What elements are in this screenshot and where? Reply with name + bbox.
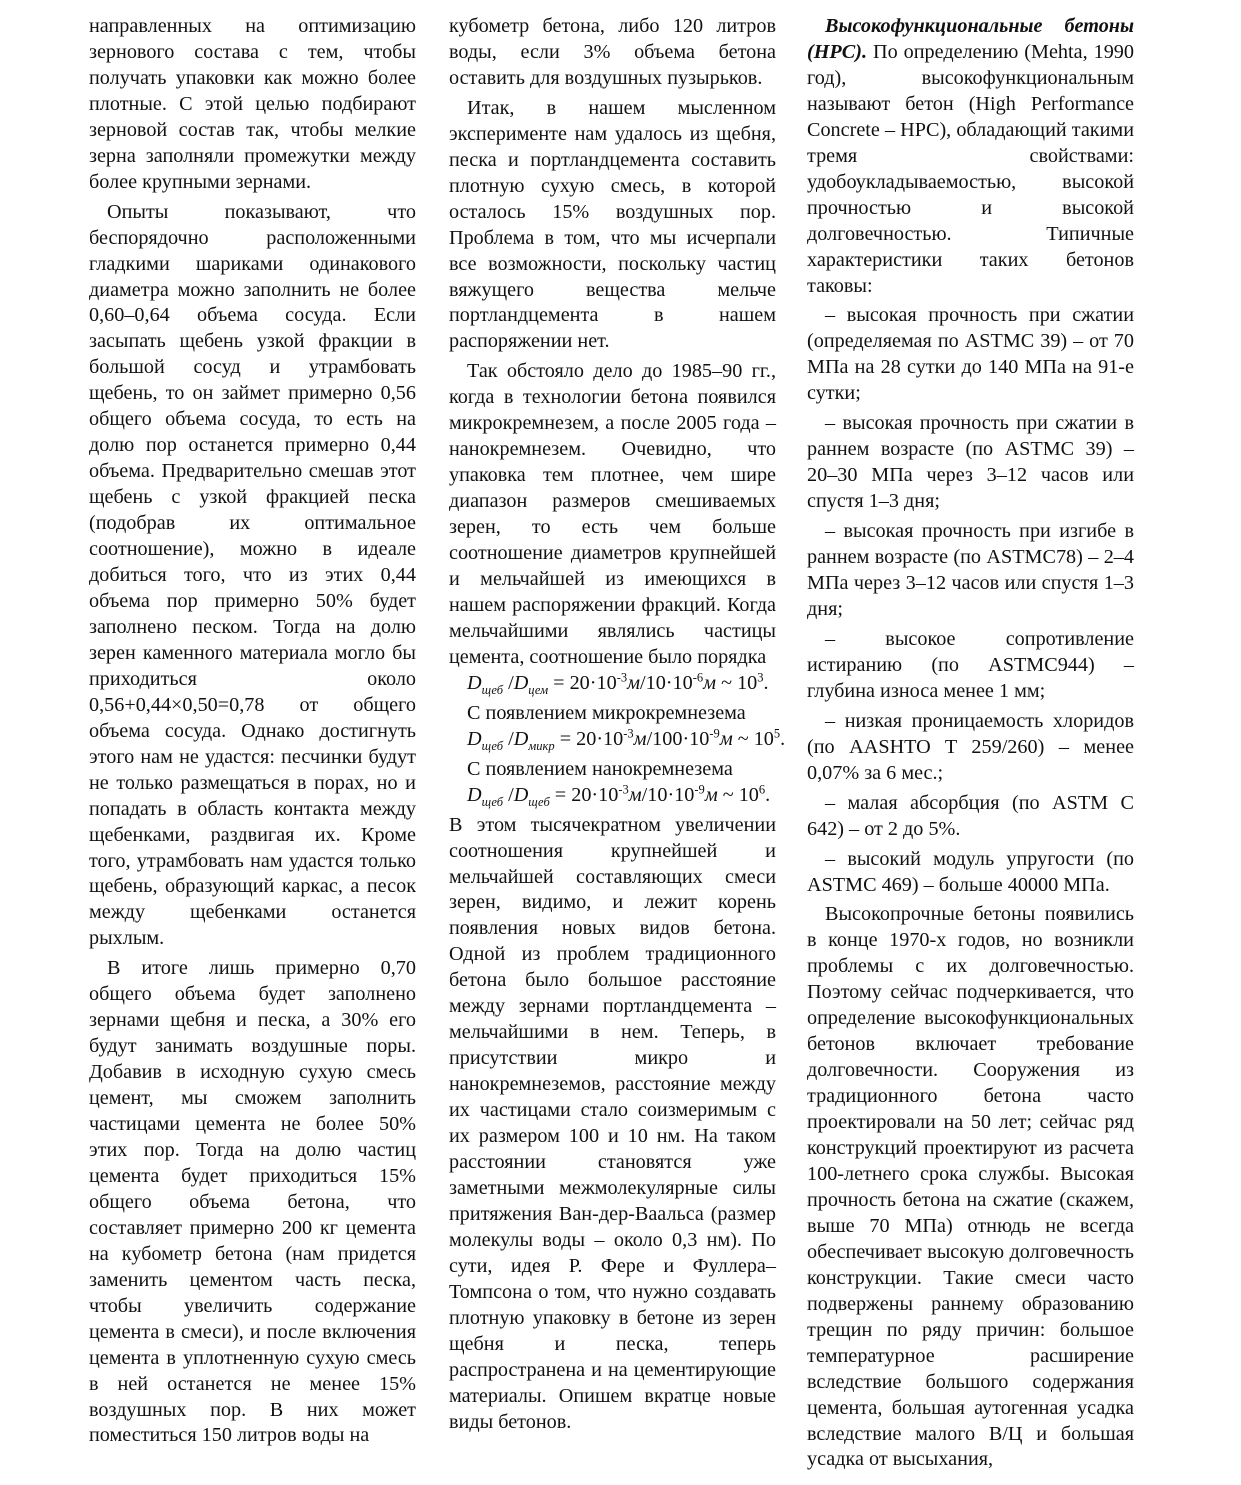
paragraph: С появлением нанокремнезема (467, 757, 733, 780)
formula-nanosilica-ratio: $D_{щеб}$ $/D_{щеб} = 20\cdot 10^{-3}м/10\cdot 10^{-9}м$ ~ $10^6$. (467, 781, 771, 809)
list-item: – высокая прочность при сжатии в раннем возрасте (по ASTMC 39) – 20–30 МПа через 3–12 часов или спустя 1–3 дня; (807, 412, 1134, 513)
paragraph: В этом тысячекратном увеличении соотношения крупнейшей и мельчайшей составляющих смеси зерен, видимо, и лежит корень появления новых видов бетона. Одной из проблем традиционного бетона было большое расстояние между зернами портландцемента – мельчайшими в нем. Теперь, в присутствии микро и нанокремнеземов, расстояние между их частицами стало соизмеримым с их размером 100 и 10 нм. На таком расстоянии становятся уже заметными межмолекулярные силы притяжения Ван-дер-Ваальса (размер молекулы воды – около 0,3 нм). По сути, идея Р. Фере и Фуллера–Томпсона о том, что нужно создавать плотную упаковку в бетоне из зерен щебня и песка, теперь распространена и на цементирующие материалы. Опишем вкратце новые виды бетонов. (449, 813, 776, 1433)
intro-text: По определению (Mehta, 1990 год), высокофункциональным называют бетон (High Performance Concrete – HPC), обладающий такими тремя свойствами: удобоукладываемостью, высокой прочностью и высокой долговечностью. Типичные характеристики таких бетонов таковы: (807, 40, 1134, 297)
text-column-left (89, 14, 416, 1453)
section-intro (807, 14, 1134, 299)
list-item: – низкая проницаемость хлоридов (по AASHTO T 259/260) – менее 0,07% за 6 мес.; (807, 709, 1134, 784)
text-column-right (807, 14, 1134, 1477)
paragraph: Опыты показывают, что беспорядочно расположенными гладкими шариками одинакового диаметра можно заполнить не более 0,60–0,64 объема сосуда. Если засыпать щебень узкой фракции в большой сосуд и утрамбовать щебень, то он займет примерно 0,56 общего объема сосуда, то есть на долю пор останется примерно 0,44 объема. Предварительно смешав этот щебень с узкой фракцией песка (подобрав их оптимальное соотношение), можно в идеале добиться того, что из этих 0,44 объема пор примерно 50% будет заполнено песком. Тогда на долю зерен каменного материала могло бы приходиться около 0,56+0,44×0,50=0,78 от общего объема сосуда. Однако достигнуть этого нам не удастся: песчинки будут не только размещаться в порах, но и попадать в область контакта между щебенками, раздвигая их. Кроме того, утрамбовать нам удастся только щебень, образующий каркас, а песок между щебенками останется рыхлым. (89, 200, 416, 950)
formula-cement-ratio: $D_{щеб}$ $/D_{цем} = 20\cdot 10^{-3}м/10\cdot 10^{-6}м$ ~ $10^3$. (467, 670, 769, 697)
list-item: – высокая прочность при изгибе в раннем возрасте (по ASTMC78) – 2–4 МПа через 3–12 часов или спустя 1–3 дня; (807, 520, 1134, 620)
list-item: – малая абсорбция (по ASTM C 642) – от 2 до 5%. (807, 791, 1134, 840)
paragraph: направленных на оптимизацию зернового состава с тем, чтобы получать упаковки как можно более плотные. С этой целью подбирают зерновой состав так, чтобы мелкие зерна заполняли промежутки между более крупными зернами. (89, 15, 416, 193)
text-column-middle (449, 14, 786, 1439)
paragraph: С появлением микрокремнезема (467, 701, 746, 724)
paragraph: кубометр бетона, либо 120 литров воды, если 3% объема бетона оставить для воздушных пузырьков. (449, 15, 776, 89)
section-title: Высокофункциональные бетоны (HPC). (807, 15, 1134, 63)
paragraph: Итак, в нашем мысленном эксперименте нам удалось из щебня, песка и портландцемента составить плотную сухую смесь, в которой осталось 15% воздушных пор. Проблема в том, что мы исчерпали все возможности, поскольку частиц вяжущего вещества мельче портландцемента в нашем распоряжении нет. (449, 96, 776, 353)
paragraph: В итоге лишь примерно 0,70 общего объема будет заполнено зернами щебня и песка, а 30% его будут занимать воздушные поры. Добавив в исходную сухую смесь цемент, мы сможем заполнить частицами цемента не более 50% этих пор. Тогда на долю частиц цемента будет приходиться 15% общего объема бетона, что составляет примерно 200 кг цемента на кубометр бетона (нам придется заменить цементом часть песка, чтобы увеличить содержание цемента в смеси), и после включения цемента в уплотненную сухую смесь в ней останется не менее 15% воздушных пор. В них может поместиться 150 литров воды на (89, 957, 416, 1447)
paragraph: Высокопрочные бетоны появились в конце 1970-х годов, но возникли проблемы с их долговечностью. Поэтому сейчас подчеркивается, что определение высокофункциональных бетонов включает требование долговечности. Сооружения из традиционного бетона часто проектировали на 50 лет; сейчас ряд конструкций проектируют из расчета 100-летнего срока службы. Высокая прочность бетона на сжатие (скажем, выше 70 МПа) отнюдь не всегда обеспечивает высокую долговечность конструкции. Такие смеси часто подвержены раннему образованию трещин по ряду причин: большое температурное расширение вследствие большого содержания цемента, большая аутогенная усадка вследствие малого В/Ц и большая усадка от высыхания, (807, 903, 1134, 1471)
list-item: – высокая прочность при сжатии (определяемая по ASTMC 39) – от 70 МПа на 28 сутки до 140 МПа на 91-е сутки; (807, 304, 1134, 405)
list-item: – высокий модуль упругости (по ASTMC 469) – больше 40000 МПа. (807, 847, 1134, 896)
formula-microsilica-ratio: $D_{щеб}$ $/D_{микр} = 20\cdot 10^{-3}м/100\cdot 10^{-9}м$ ~ $10^5$. (467, 726, 786, 753)
paragraph: Так обстояло дело до 1985–90 гг., когда в технологии бетона появился микрокремнезем, а после 2005 года – нанокремнезем. Очевидно, что упаковка тем плотнее, чем шире диапазон размеров смешиваемых зерен, то есть чем больше соотношение диаметров крупнейшей и мельчайшей из имеющихся в нашем распоряжении фракций. Когда мельчайшими являлись частицы цемента, соотношение было порядка (449, 360, 776, 668)
list-item: – высокое сопротивление истиранию (по ASTMC944) – глубина износа менее 1 мм; (807, 627, 1134, 702)
